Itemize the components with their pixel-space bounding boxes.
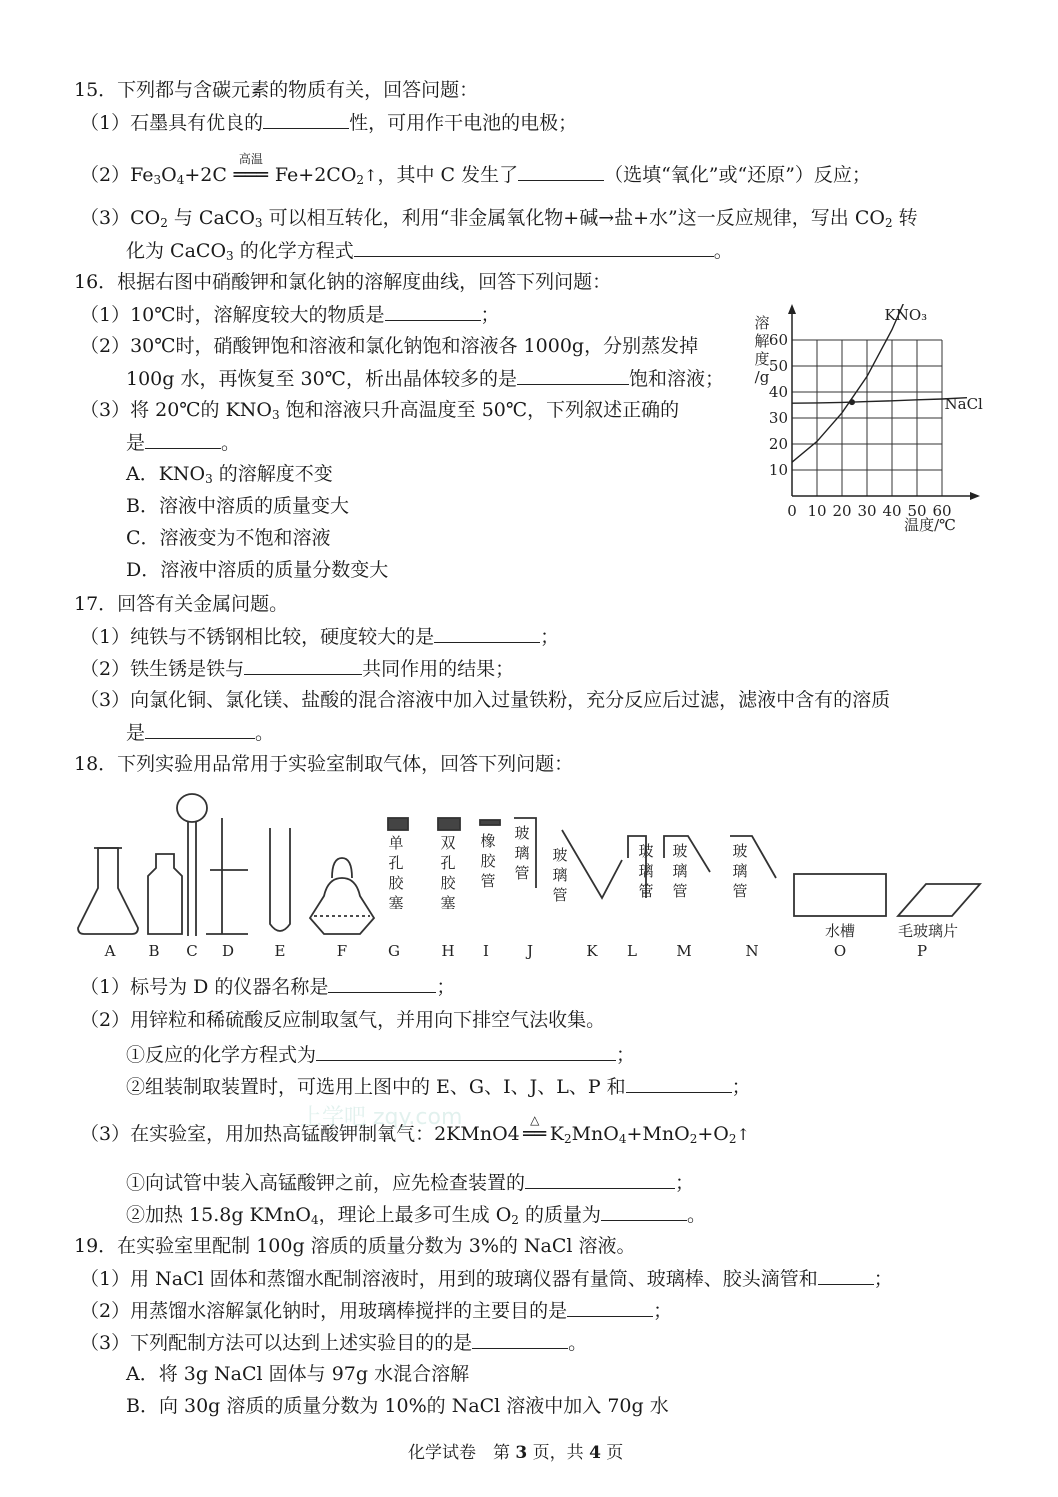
q18-part1: （1）标号为 D 的仪器名称是 ； [80,972,455,1001]
watermark: 上学吧 zqy.com [300,1105,463,1130]
q15-title: 15．下列都与含碳元素的物质有关，回答问题： [74,79,479,101]
x-tick-label: 50 [907,502,927,520]
j-text: 管 [514,864,530,882]
k-text: 玻 [552,846,568,864]
m-text: 玻 [672,842,688,860]
apparatus-label-d: D [221,942,235,960]
q16-part3: （3）将 20℃的 $KNO_3$ 饱和溶液只升高温度至 50℃，下列叙述正确的 [80,399,680,422]
single-hole-stopper [388,818,408,830]
l-text: 璃 [638,862,654,880]
q16-part2-cont: 100g 水，再恢复至 30℃，析出晶体较多的是 饱和溶液； [126,364,724,393]
q16-part1: （1）10℃时，溶解度较大的物质是 ； [80,300,500,329]
page-footer: 化学试卷 第 3 页，共 4 页 [408,1443,624,1463]
y-tick-label: 50 [768,357,788,375]
apparatus-label-k: K [586,942,598,960]
y-tick-label: 60 [768,331,788,349]
y-axis-label: /g [754,368,770,386]
answer-blank[interactable] [601,1200,687,1221]
q19-part2: （2）用蒸馏水溶解氯化钠时，用玻璃棒搅拌的主要目的是 ； [80,1296,672,1325]
q19-part1: （1）用 NaCl 固体和蒸馏水配制溶液时，用到的玻璃仪器有量筒、玻璃棒、胶头滴管和 ； [80,1264,893,1293]
x-tick-label: 30 [857,502,877,520]
y-tick-label: 30 [768,409,788,427]
x-tick-label: 10 [807,502,827,520]
chart-ticks [754,314,955,534]
answer-blank[interactable] [354,236,714,257]
y-tick-label: 40 [768,383,788,401]
i-text: 管 [480,872,496,890]
answer-blank[interactable] [263,108,349,129]
answer-blank[interactable] [328,972,436,993]
answer-blank[interactable] [244,654,362,675]
y-tick-label: 10 [768,461,788,479]
answer-blank[interactable] [145,718,255,739]
h-text: 塞 [440,894,456,912]
i-text: 胶 [480,852,496,870]
double-hole-stopper [438,818,460,830]
apparatus-label-j: J [526,942,534,960]
chart-grid [792,340,942,496]
apparatus-label-e: E [274,942,286,960]
y-axis-label: 解 [754,332,770,350]
apparatus-label-f: F [336,942,348,960]
g-text: 单 [388,834,404,852]
q19-option-a[interactable]: A．将 3g NaCl 固体与 97g 水混合溶解 [126,1363,470,1385]
g-text: 胶 [388,874,404,892]
q18-part3-ii: ②加热 15.8g KMnO$_4$，理论上最多可生成 $O_2$ 的质量为 。 [126,1200,706,1234]
q15-part1: （1）石墨具有优良的 性，可用作干电池的电极； [80,108,577,137]
apparatus-label-m: M [676,942,692,960]
x-axis-label: 温度/℃ [904,516,956,534]
h-text: 胶 [440,874,456,892]
l-text: 玻 [638,842,654,860]
q16-option-d[interactable]: D．溶液中溶质的质量分数变大 [126,559,389,581]
k-text: 管 [552,886,568,904]
answer-blank[interactable] [434,622,540,643]
q19-option-b[interactable]: B．向 30g 溶质的质量分数为 10%的 NaCl 溶液中加入 70g 水 [126,1395,669,1417]
q16-part3-cont: 是 。 [126,428,240,457]
j-text: 璃 [514,844,530,862]
apparatus-label-g: G [388,942,400,960]
q16-title: 16．根据右图中硝酸钾和氯化钠的溶解度曲线，回答下列问题： [74,271,612,293]
k-text: 璃 [552,866,568,884]
y-axis-label: 度 [754,350,770,368]
frosted-glass-plate [898,884,980,916]
x-tick-label: 0 [787,502,797,520]
apparatus-label-o: O [833,942,847,960]
apparatus-label-a: A [104,942,116,960]
n-text: 玻 [732,842,748,860]
q17-part3: （3）向氯化铜、氯化镁、盐酸的混合溶液中加入过量铁粉，充分反应后过滤，滤液中含有的溶质 [80,689,891,711]
alcohol-lamp [310,878,374,934]
apparatus-label-n: N [745,942,759,960]
series-label-nacl: NaCl [944,395,983,413]
answer-blank[interactable] [626,1072,732,1093]
q18-part3-i: ①向试管中装入高锰酸钾之前，应先检查装置的 ； [126,1168,694,1197]
q17-part1: （1）纯铁与不锈钢相比较，硬度较大的是 ； [80,622,559,651]
answer-blank[interactable] [567,1296,653,1317]
q15-part3-cont: 化为 CaCO$_3$ 的化学方程式 。 [126,236,733,270]
solubility-chart [752,300,992,540]
q19-title: 19．在实验室里配制 100g 溶质的质量分数为 3%的 NaCl 溶液。 [74,1235,636,1257]
n-text: 管 [732,882,748,900]
rubber-tube [480,820,500,825]
answer-blank[interactable] [517,364,629,385]
series-line-1 [792,398,967,404]
chart-series [792,300,983,462]
o-text: 水槽 [824,922,856,940]
answer-blank[interactable] [145,428,221,449]
x-tick-label: 60 [932,502,952,520]
answer-blank[interactable] [525,1168,675,1189]
answer-blank[interactable] [518,160,604,181]
apparatus-label-c: C [186,942,198,960]
q17-title: 17．回答有关金属问题。 [74,593,289,615]
answer-blank[interactable] [472,1328,568,1349]
y-tick-label: 20 [768,435,788,453]
q15-part2: $(2)Fe_3O_4+2C$ 高温 ═══ $Fe+2CO_2↑$，其中 C 发生了 （选填“氧化”或“还原”）反应； [80,152,871,187]
apparatus-label-p: P [916,942,928,960]
intersection-point [849,399,855,405]
wide-mouth-bottle [148,854,182,934]
apparatus-label-b: B [148,942,160,960]
i-text: 橡 [480,832,496,850]
glass-tube-k [562,830,622,898]
p-text: 毛玻璃片 [897,922,959,940]
m-text: 管 [672,882,688,900]
q16-option-a[interactable]: A．$KNO_3$ 的溶解度不变 [126,463,333,486]
l-text: 管 [638,882,654,900]
q16-part2: （2）30℃时，硝酸钾饱和溶液和氯化钠饱和溶液各 1000g，分别蒸发掉 [80,335,699,357]
q15-part3: $(3)CO_2$ 与 CaCO$_3$ 可以相互转化，利用“非金属氧化物+碱→盐+水”这一反应规律，写出 $CO_2$ 转 [80,207,918,230]
apparatus-figure [70,788,990,968]
g-text: 塞 [388,894,404,912]
q18-part2-i: ①反应的化学方程式为 ； [126,1040,635,1069]
q17-part3-cont: 是 。 [126,718,274,747]
thistle-funnel [177,794,207,822]
q18-part2: （2）用锌粒和稀硫酸反应制取氢气，并用向下排空气法收集。 [80,1009,606,1031]
answer-blank[interactable] [818,1264,874,1285]
g-text: 孔 [388,854,404,872]
m-text: 璃 [672,862,688,880]
q19-part3: （3）下列配制方法可以达到上述实验目的的是 。 [80,1328,587,1357]
q18-part3: （3）在实验室，用加热高锰酸钾制氧气：2KMnO4 △ ══ $K_2MnO_4+MnO_2+O_2↑$ [80,1113,750,1146]
y-axis-arrow [788,304,796,314]
apparatus-label-i: I [483,942,489,960]
apparatus-label-l: L [627,942,637,960]
q18-title: 18．下列实验用品常用于实验室制取气体，回答下列问题： [74,753,574,775]
n-text: 璃 [732,862,748,880]
x-tick-label: 40 [882,502,902,520]
answer-blank[interactable] [316,1040,616,1061]
x-tick-label: 20 [832,502,852,520]
h-text: 双 [440,834,456,852]
water-trough [794,874,886,916]
conical-flask [78,848,138,934]
series-label-kno3: KNO₃ [884,306,928,324]
answer-blank[interactable] [385,300,481,321]
h-text: 孔 [440,854,456,872]
j-text: 玻 [514,824,530,842]
test-tube [270,828,290,931]
y-axis-label: 溶 [754,314,770,332]
q16-option-b[interactable]: B．溶液中溶质的质量变大 [126,495,349,517]
q16-option-c[interactable]: C．溶液变为不饱和溶液 [126,527,331,549]
apparatus-label-h: H [441,942,455,960]
q17-part2: （2）铁生锈是铁与 共同作用的结果； [80,654,514,683]
q18-part2-ii: ②组装制取装置时，可选用上图中的 E、G、I、J、L、P 和 ； [126,1072,751,1101]
x-axis-arrow [970,492,980,500]
